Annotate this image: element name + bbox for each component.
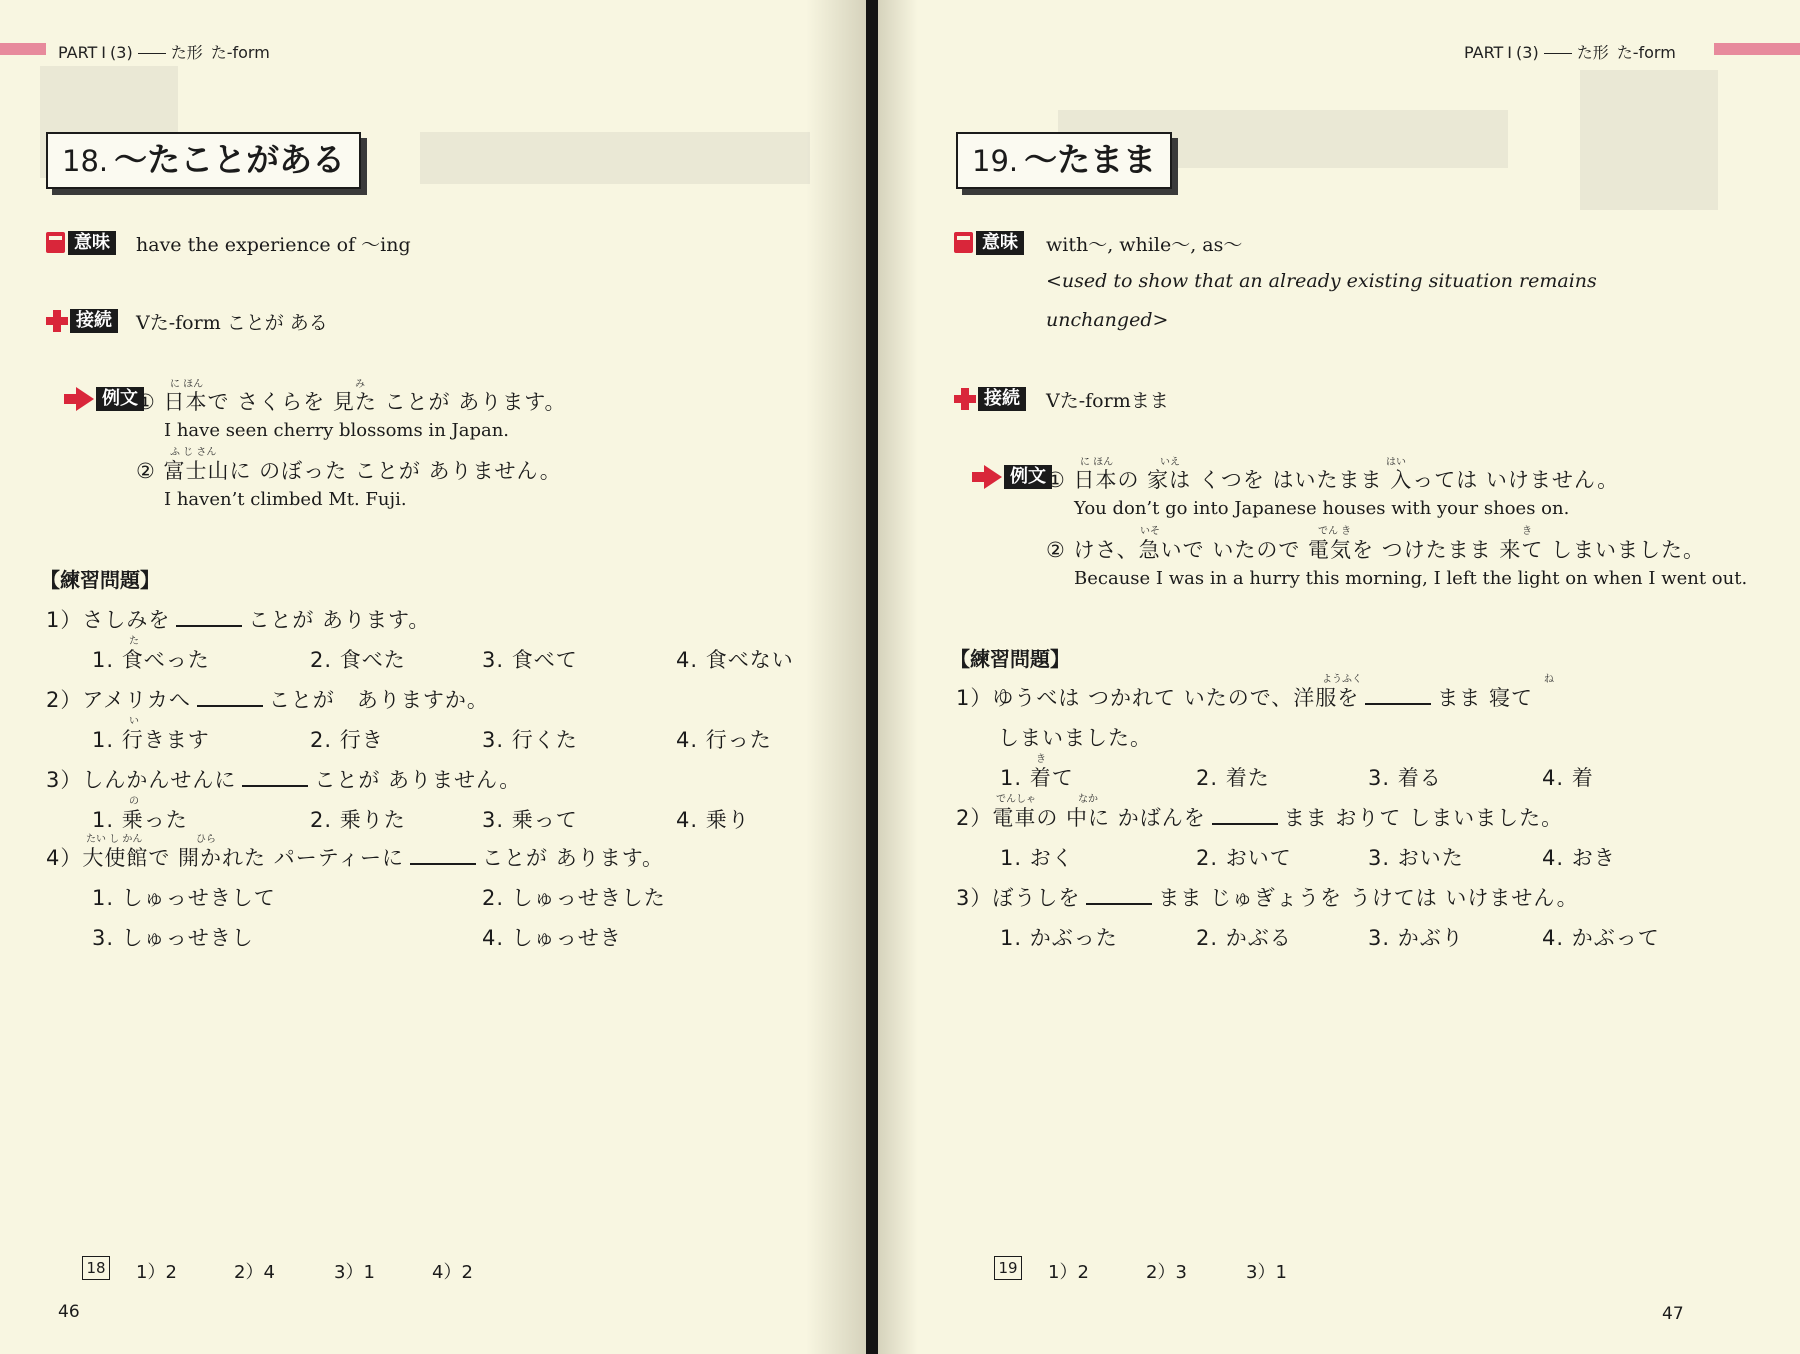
option: 2. 乗りた <box>310 808 406 832</box>
question: 2）アメリカへ ことが ありますか。 <box>46 688 489 712</box>
pink-stripe <box>1714 43 1800 55</box>
running-head: PART I (3) た形 た-form <box>58 43 270 62</box>
answer-blank <box>242 771 308 787</box>
cross-icon <box>954 388 976 410</box>
spine-shadow <box>878 0 918 1354</box>
meaning-tag: 意味 <box>954 230 1024 255</box>
connection-tag: 接続 <box>46 308 118 333</box>
ruby: た <box>129 636 139 647</box>
ruby: み <box>355 379 365 390</box>
option: 4. しゅっせき <box>482 926 622 950</box>
meaning-text: with〜, while〜, as〜 <box>1046 234 1243 256</box>
option: 3. 行くた <box>482 728 578 752</box>
answer: 3）1 <box>1246 1262 1287 1283</box>
example-jp: ① 日本で さくらを 見た ことが あります。 <box>136 390 567 414</box>
left-page <box>0 0 866 1354</box>
connection-tag: 接続 <box>954 386 1026 411</box>
question-continuation: しまいました。 <box>998 726 1152 750</box>
question: 4）大使館で 開かれた パーティーに ことが あります。 <box>46 846 665 870</box>
example-en: Because I was in a hurry this morning, I left the light on when I went out. <box>1074 568 1748 589</box>
pink-stripe <box>0 43 46 55</box>
answer-key-box: 19 <box>994 1256 1022 1280</box>
answer: 2）4 <box>234 1262 275 1283</box>
question: 3）しんかんせんに ことが ありません。 <box>46 768 522 792</box>
ruby: ね <box>1544 674 1554 685</box>
question: 2）電車の 中に かばんを まま おりて しまいました。 <box>956 806 1564 830</box>
connection-text: Vた-formまま <box>1046 390 1169 412</box>
option: 3. かぶり <box>1368 926 1464 950</box>
answer-blank <box>1086 889 1152 905</box>
practice-title: 【練習問題】 <box>950 647 1070 671</box>
book-icon <box>954 232 973 253</box>
ruby: いえ <box>1160 457 1180 468</box>
answer-blank <box>197 691 263 707</box>
ruby: いそ <box>1140 526 1160 537</box>
answer-blank <box>176 611 242 627</box>
ruby: ようふく <box>1322 674 1362 685</box>
arrow-icon <box>76 387 94 411</box>
ruby: はい <box>1386 457 1406 468</box>
example-tag: 例文 <box>954 464 1052 489</box>
option: 1. おく <box>1000 846 1074 870</box>
ruby: に ほん <box>170 379 204 390</box>
example-jp: ① 日本の 家は くつを はいたまま 入っては いけません。 <box>1046 468 1620 492</box>
spine-shadow <box>806 0 866 1354</box>
answer-blank <box>1212 809 1278 825</box>
meaning-note: unchanged> <box>1046 309 1169 331</box>
option: 3. 食べて <box>482 648 578 672</box>
example-en: I haven’t climbed Mt. Fuji. <box>164 489 407 510</box>
option: 3. 着る <box>1368 766 1442 790</box>
option: 2. 行き <box>310 728 384 752</box>
option: 1. 乗った <box>92 808 188 832</box>
answer: 3）1 <box>334 1262 375 1283</box>
option: 2. かぶる <box>1196 926 1292 950</box>
book-icon <box>46 232 65 253</box>
answer: 1）2 <box>1048 1262 1089 1283</box>
ruby: き <box>1522 526 1532 537</box>
meaning-tag: 意味 <box>46 230 116 255</box>
answer: 2）3 <box>1146 1262 1187 1283</box>
example-en: I have seen cherry blossoms in Japan. <box>164 420 510 441</box>
ruby: なか <box>1078 794 1098 805</box>
cross-icon <box>46 310 68 332</box>
option: 4. 着 <box>1542 766 1594 790</box>
example-jp: ② けさ、急いで いたので 電気を つけたまま 来て しまいました。 <box>1046 538 1706 562</box>
ruby: に ほん <box>1080 457 1114 468</box>
right-page <box>878 0 1800 1354</box>
meaning-text: have the experience of 〜ing <box>136 234 411 256</box>
ruby: でん き <box>1318 526 1352 537</box>
ruby: の <box>129 796 139 807</box>
option: 1. 食べった <box>92 648 210 672</box>
option: 3. 乗って <box>482 808 578 832</box>
meaning-note: <used to show that an already existing situation remains <box>1046 270 1597 292</box>
option: 3. しゅっせきし <box>92 926 254 950</box>
option: 1. かぶった <box>1000 926 1118 950</box>
question: 1）さしみを ことが あります。 <box>46 608 431 632</box>
option: 1. 着て <box>1000 766 1074 790</box>
grammar-title: 19. 〜たまま <box>956 132 1172 189</box>
answer: 1）2 <box>136 1262 177 1283</box>
option: 1. 行きます <box>92 728 210 752</box>
arrow-icon <box>984 465 1002 489</box>
option: 4. 食べない <box>676 648 794 672</box>
ruby: ふ じ さん <box>170 447 217 458</box>
option: 2. おいて <box>1196 846 1292 870</box>
ruby: たい し かん <box>86 834 143 845</box>
grammar-title: 18. 〜たことがある <box>46 132 361 189</box>
option: 3. おいた <box>1368 846 1464 870</box>
practice-title: 【練習問題】 <box>40 568 160 592</box>
option: 2. しゅっせきした <box>482 886 666 910</box>
option: 4. 乗り <box>676 808 750 832</box>
ruby: ひら <box>196 834 216 845</box>
example-en: You don’t go into Japanese houses with your shoes on. <box>1074 498 1570 519</box>
ruby: き <box>1036 754 1046 765</box>
option: 2. 食べた <box>310 648 406 672</box>
option: 4. 行った <box>676 728 772 752</box>
show-through-tab <box>1580 70 1718 210</box>
page-number: 47 <box>1662 1304 1684 1324</box>
example-jp: ② 富士山に のぼった ことが ありません。 <box>136 459 562 483</box>
connection-text: Vた-form ことが ある <box>136 312 328 334</box>
answer-key-box: 18 <box>82 1256 110 1280</box>
option: 4. おき <box>1542 846 1616 870</box>
answer-blank <box>410 849 476 865</box>
answer-blank <box>1365 689 1431 705</box>
page-number: 46 <box>58 1302 80 1322</box>
ruby: い <box>129 716 139 727</box>
example-tag: 例文 <box>46 386 144 411</box>
show-through-title <box>420 132 810 184</box>
option: 1. しゅっせきして <box>92 886 276 910</box>
question: 3）ぼうしを まま じゅぎょうを うけては いけません。 <box>956 886 1579 910</box>
question: 1）ゆうべは つかれて いたので、洋服を まま 寝て <box>956 686 1533 710</box>
option: 4. かぶって <box>1542 926 1660 950</box>
option: 2. 着た <box>1196 766 1270 790</box>
answer: 4）2 <box>432 1262 473 1283</box>
ruby: でんしゃ <box>996 794 1036 805</box>
running-head: PART I (3) た形 た-form <box>1464 43 1676 62</box>
